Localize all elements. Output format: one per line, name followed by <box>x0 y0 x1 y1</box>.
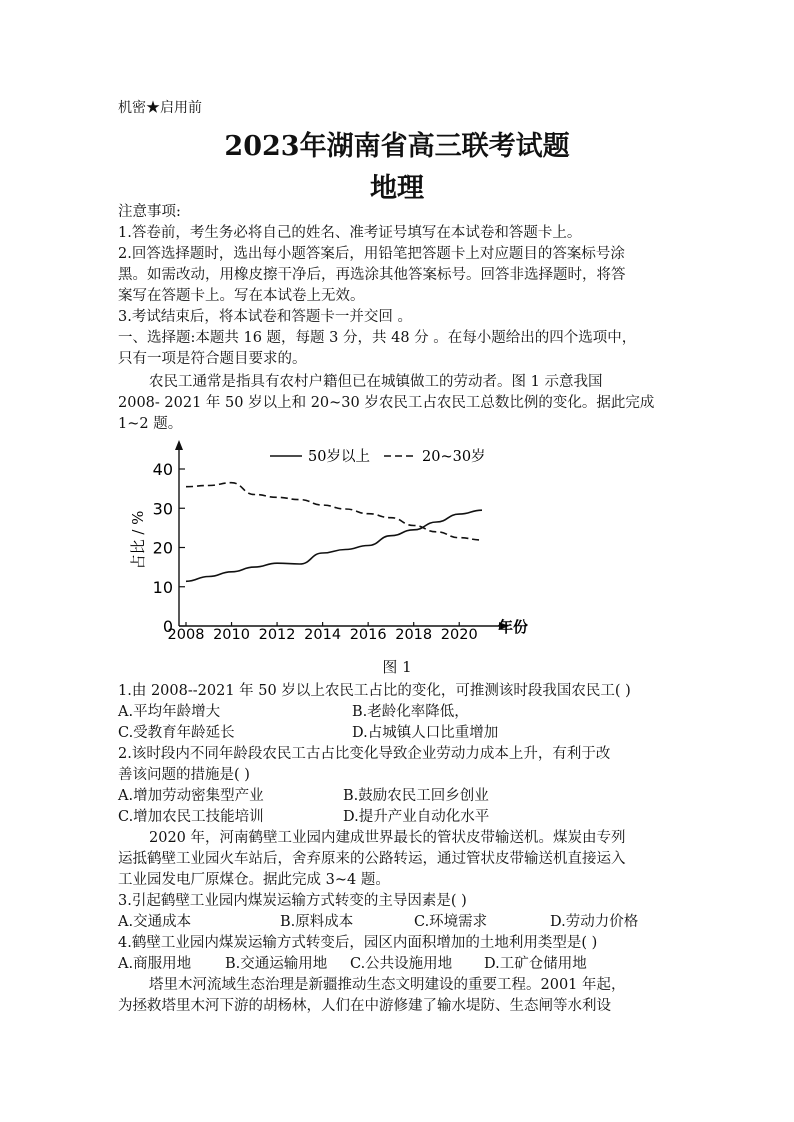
q1-stem: 1.由 2008--2021 年 50 岁以上农民工占比的变化，可推测该时段我国农民工( ) <box>118 683 631 699</box>
passage-2-line-2: 运抵鹤壁工业园火车站后，舍弃原来的公路转运，通过管状皮带输送机直接运入 <box>118 851 626 867</box>
legend-label-20-30: 20~30岁 <box>422 449 486 465</box>
q3-stem: 3.引起鹤壁工业园内煤炭运输方式转变的主导因素是( ) <box>118 893 467 909</box>
y-tick-label: 0 <box>162 617 173 636</box>
x-axis-label: 年份 <box>498 618 529 636</box>
passage-2-line-3: 工业园发电厂原煤仓。据此完成 3~4 题。 <box>118 872 390 888</box>
y-tick-label: 10 <box>152 577 173 597</box>
q4-stem: 4.鹤壁工业园内煤炭运输方式转变后，园区内面积增加的土地利用类型是( ) <box>118 935 598 951</box>
q1-option-d: D.占城镇人口比重增加 <box>352 725 499 741</box>
notes-heading: 注意事项: <box>118 204 181 220</box>
note-2-line-3: 案写在答题卡上。写在本试卷上无效。 <box>118 288 365 304</box>
passage-1-line-2: 2008- 2021 年 50 岁以上和 20~30 岁农民工占农民工总数比例的变化。据此完成 <box>118 395 655 411</box>
y-axis-arrow <box>175 440 183 450</box>
confidential-label: 机密★启用前 <box>118 100 202 116</box>
note-3: 3.考试结束后，将本试卷和答题卡一并交回 。 <box>118 309 412 325</box>
x-tick-label: 2016 <box>349 627 387 643</box>
x-tick-label: 2020 <box>440 627 478 643</box>
q2-option-d: D.提升产业自动化水平 <box>343 809 490 825</box>
series-line-50-plus <box>186 510 482 581</box>
section-1-line-2: 只有一项是符合题目要求的。 <box>118 351 307 367</box>
passage-3-line-1: 塔里木河流域生态治理是新疆推动生态文明建设的重要工程。2001 年起， <box>149 977 626 993</box>
passage-2-line-1: 2020 年，河南鹤壁工业园内建成世界最长的管状皮带输送机。煤炭由专列 <box>149 830 626 846</box>
passage-1-line-1: 农民工通常是指具有农村户籍但已在城镇做工的劳动者。图 1 示意我国 <box>149 374 603 390</box>
q3-option-c: C.环境需求 <box>414 914 488 930</box>
passage-3-line-2: 为拯救塔里木河下游的胡杨林，人们在中游修建了输水堤防、生态闸等水利设 <box>118 998 611 1014</box>
x-tick-label: 2008 <box>167 627 205 643</box>
exam-title: 2023年湖南省高三联考试题 <box>224 131 570 162</box>
note-2-line-1: 2.回答选择题时，选出每小题答案后，用铅笔把答题卡上对应题目的答案标号涂 <box>118 246 625 262</box>
x-tick-label: 2010 <box>213 627 250 643</box>
q3-option-d: D.劳动力价格 <box>550 914 639 930</box>
q1-option-b: B.老龄化率降低， <box>352 704 469 720</box>
q1-option-a: A.平均年龄增大 <box>118 704 221 720</box>
series-line-20-30 <box>186 483 482 540</box>
note-2-line-2: 黑。如需改动，用橡皮擦干净后，再选涂其他答案标号。回答非选择题时，将答 <box>118 267 626 283</box>
q2-option-b: B.鼓励农民工回乡创业 <box>343 788 489 804</box>
y-tick-label: 30 <box>152 499 173 519</box>
q3-option-b: B.原料成本 <box>280 914 354 930</box>
y-tick-label: 40 <box>152 460 173 479</box>
q2-option-c: C.增加农民工技能培训 <box>118 809 264 825</box>
q4-option-b: B.交通运输用地 <box>225 956 328 972</box>
q2-option-a: A.增加劳动密集型产业 <box>118 788 264 804</box>
legend-label-50-plus: 50岁以上 <box>308 449 370 465</box>
q4-option-d: D.工矿仓储用地 <box>484 956 587 972</box>
q1-option-c: C.受教育年龄延长 <box>118 725 235 741</box>
y-axis-label: 占比 / % <box>129 510 147 570</box>
q2-stem-line-1: 2.该时段内不同年龄段农民工古占比变化导致企业劳动力成本上升，有利于改 <box>118 746 611 762</box>
x-tick-label: 2014 <box>304 627 342 643</box>
line-chart <box>118 432 538 654</box>
q3-option-a: A.交通成本 <box>118 914 192 930</box>
x-tick-label: 2018 <box>395 627 433 643</box>
figure-caption: 图 1 <box>382 658 412 676</box>
y-tick-label: 20 <box>152 538 173 558</box>
exam-subject: 地理 <box>370 173 424 204</box>
q4-option-c: C.公共设施用地 <box>350 956 453 972</box>
passage-1-line-3: 1~2 题。 <box>118 416 183 432</box>
section-1-line-1: 一、选择题:本题共 16 题，每题 3 分，共 48 分 。在每小题给出的四个选项中， <box>118 330 637 346</box>
q2-stem-line-2: 善该问题的措施是( ) <box>118 767 250 783</box>
q4-option-a: A.商服用地 <box>118 956 192 972</box>
x-tick-label: 2012 <box>258 627 296 643</box>
note-1: 1.答卷前，考生务必将自己的姓名、准考证号填写在本试卷和答题卡上。 <box>118 225 582 241</box>
